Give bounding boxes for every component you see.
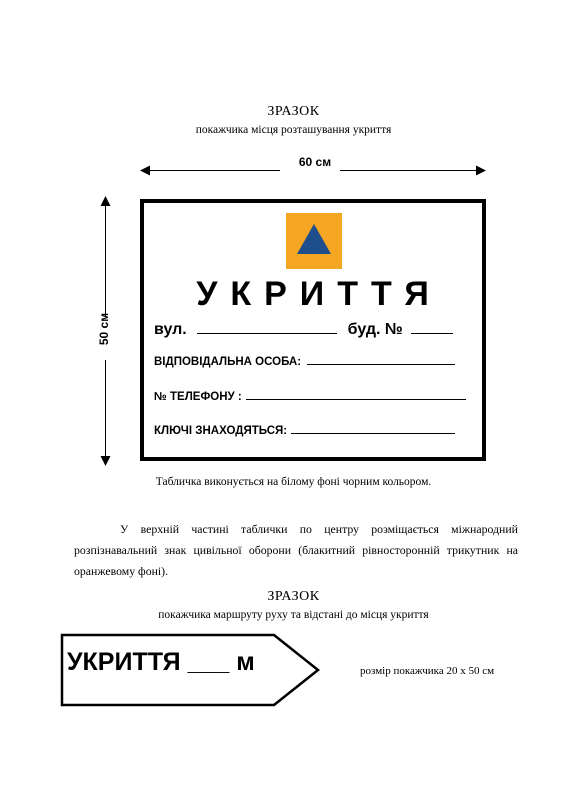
route-arrow-sign (60, 633, 322, 707)
responsible-field (154, 356, 455, 368)
width-dimension-line-right (340, 170, 480, 171)
width-label: 60 см (298, 155, 332, 169)
phone-field (154, 391, 466, 403)
keys-label: КЛЮЧІ ЗНАХОДЯТЬСЯ: (154, 425, 288, 437)
civil-defense-triangle-icon (286, 213, 342, 269)
width-dimension-line-left (146, 170, 280, 171)
street-blank (197, 332, 337, 334)
keys-field (154, 425, 455, 437)
sample-subtitle: покажчика місця розташування укриття (195, 124, 392, 136)
responsible-blank (307, 363, 455, 365)
width-dimension (140, 155, 486, 171)
height-label: 50 см (97, 312, 111, 346)
height-dimension-line-bottom (105, 360, 106, 460)
responsible-label: ВІДПОВІДАЛЬНА ОСОБА: (154, 356, 302, 368)
route-sample-heading: ЗРАЗОК (267, 589, 320, 604)
building-blank (411, 332, 453, 334)
height-dimension-line-top (105, 202, 106, 317)
phone-label: № ТЕЛЕФОНУ : (154, 391, 242, 403)
shelter-sign (140, 199, 486, 461)
arrow-left-icon (140, 165, 150, 176)
street-label: вул. (154, 321, 187, 338)
arrow-down-icon (100, 456, 111, 466)
keys-blank (291, 432, 455, 434)
street-field (154, 321, 453, 339)
arrow-size-note: розмір покажчика 20 х 50 см (360, 665, 495, 677)
civil-defense-emblem (286, 213, 342, 269)
sign-title: УКРИТТЯ (196, 275, 442, 313)
arrow-right-icon (476, 165, 486, 176)
building-label: буд. № (347, 321, 403, 338)
sign-note: Табличка виконується на білому фоні чорним кольором. (155, 476, 432, 488)
height-dimension (96, 196, 116, 466)
sample-heading: ЗРАЗОК (267, 104, 320, 119)
route-sample-subtitle: покажчика маршруту руху та відстані до місця укриття (158, 609, 429, 621)
emblem-description: У верхній частині таблички по центру розміщається міжнародний розпізнавальний знак цивільної оборони (блакитний рівносторонній трикутник на оранжевому фоні). (74, 522, 518, 578)
phone-blank (246, 398, 466, 400)
arrow-sign-text: УКРИТТЯ ___ м (67, 648, 255, 676)
